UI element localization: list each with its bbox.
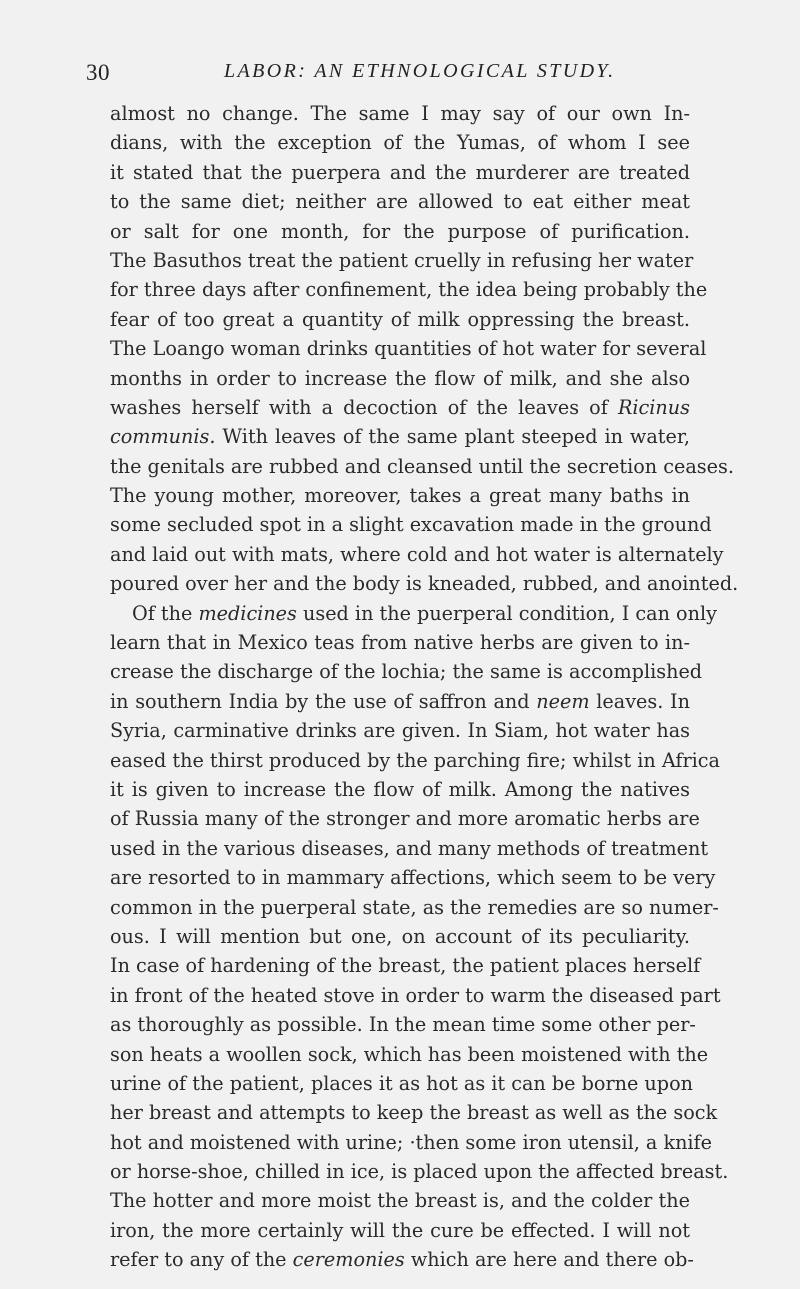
- text-segment: which are here and there ob-: [404, 1248, 694, 1272]
- text-segment: and laid out with mats, where cold and hot water is alternately: [110, 542, 724, 566]
- italic-term: communis.: [110, 425, 216, 449]
- text-line: [110, 275, 708, 304]
- text-line: [110, 481, 690, 510]
- italic-term: ceremonies: [292, 1248, 405, 1272]
- page-number: 30: [86, 60, 110, 85]
- text-line: [110, 628, 690, 657]
- text-segment: The Basuthos treat the patient cruelly in refusing her water: [110, 248, 694, 272]
- text-line: [110, 1157, 729, 1186]
- italic-term: Ricinus: [617, 395, 690, 419]
- text-segment: her breast and attempts to keep the breast as well as the sock: [110, 1101, 718, 1125]
- text-line: [110, 863, 716, 892]
- text-line: [110, 981, 721, 1010]
- text-segment: The young mother, moreover, takes a great many baths in: [110, 484, 690, 508]
- text-line: [110, 1040, 709, 1069]
- text-line: [110, 1098, 718, 1127]
- text-segment: learn that in Mexico teas from native herbs are given to in-: [110, 631, 690, 655]
- text-segment: In case of hardening of the breast, the patient places herself: [110, 954, 701, 978]
- text-line: [110, 422, 690, 451]
- text-line: [110, 716, 690, 745]
- text-segment: poured over her and the body is kneaded, rubbed, and anointed.: [110, 572, 739, 596]
- text-line: [110, 1069, 693, 1098]
- text-segment: the genitals are rubbed and cleansed until the secretion ceases.: [110, 454, 734, 478]
- italic-term: medicines: [198, 601, 297, 625]
- text-line: [110, 834, 709, 863]
- text-segment: With leaves of the same plant steeped in water,: [215, 425, 690, 449]
- text-line: [110, 187, 690, 216]
- italic-term: neem: [536, 689, 590, 713]
- page-header: [86, 60, 710, 90]
- text-line: [110, 128, 690, 157]
- text-line: [110, 510, 712, 539]
- text-line: [110, 687, 690, 716]
- text-segment: refer to any of the: [110, 1248, 293, 1272]
- body-text: [110, 99, 739, 1275]
- text-line: [110, 99, 690, 128]
- text-line: [110, 1128, 713, 1157]
- text-line: [110, 599, 717, 628]
- text-line: [110, 334, 707, 363]
- text-segment: to the same diet; neither are allowed to eat either meat: [110, 190, 690, 214]
- text-line: [110, 1216, 690, 1245]
- text-segment: Of the: [132, 601, 199, 625]
- text-segment: fear of too great a quantity of milk oppressing the breast.: [110, 307, 690, 331]
- text-line: [110, 775, 690, 804]
- text-segment: son heats a woollen sock, which has been moistened with the: [110, 1042, 709, 1066]
- text-segment: dians, with the exception of the Yumas, of whom I see: [110, 131, 690, 155]
- text-segment: it is given to increase the flow of milk. Among the natives: [110, 777, 690, 801]
- text-line: [110, 1010, 696, 1039]
- text-segment: eased the thirst produced by the parching fire; whilst in Africa: [110, 748, 720, 772]
- text-segment: used in the various diseases, and many methods of treatment: [110, 836, 709, 860]
- text-segment: common in the puerperal state, as the remedies are so numer-: [110, 895, 719, 919]
- text-line: [110, 922, 690, 951]
- text-segment: of Russia many of the stronger and more aromatic herbs are: [110, 807, 700, 831]
- text-segment: or horse-shoe, chilled in ice, is placed upon the affected breast.: [110, 1160, 729, 1184]
- text-segment: washes herself with a decoction of the leaves of: [110, 395, 618, 419]
- text-segment: hot and moistened with urine; ·then some iron utensil, a knife: [110, 1130, 713, 1154]
- text-line: [110, 569, 739, 598]
- text-segment: used in the puerperal condition, I can only: [296, 601, 717, 625]
- text-line: [110, 540, 724, 569]
- text-segment: months in order to increase the flow of milk, and she also: [110, 366, 690, 390]
- text-line: [110, 393, 690, 422]
- text-line: [110, 364, 690, 393]
- text-line: [110, 217, 690, 246]
- text-segment: The hotter and more moist the breast is, and the colder the: [110, 1189, 690, 1213]
- text-line: [110, 1245, 694, 1274]
- text-segment: for three days after confinement, the idea being probably the: [110, 278, 708, 302]
- text-segment: The Loango woman drinks quantities of hot water for several: [110, 337, 707, 361]
- text-segment: ous. I will mention but one, on account of its peculiarity.: [110, 924, 690, 948]
- running-head: LABOR: AN ETHNOLOGICAL STUDY.: [224, 60, 616, 82]
- text-segment: are resorted to in mammary affections, which seem to be very: [110, 866, 716, 890]
- text-line: [110, 804, 700, 833]
- text-line: [110, 452, 734, 481]
- text-segment: urine of the patient, places it as hot as it can be borne upon: [110, 1071, 693, 1095]
- text-line: [110, 893, 719, 922]
- text-line: [110, 305, 690, 334]
- text-segment: it stated that the puerpera and the murderer are treated: [110, 160, 690, 184]
- text-segment: crease the discharge of the lochia; the same is accomplished: [110, 660, 703, 684]
- text-line: [110, 746, 720, 775]
- text-line: [110, 1186, 690, 1215]
- text-segment: iron, the more certainly will the cure be effected. I will not: [110, 1218, 690, 1242]
- text-segment: leaves. In: [589, 689, 690, 713]
- text-line: [110, 657, 703, 686]
- text-line: [110, 951, 701, 980]
- text-segment: in front of the heated stove in order to warm the diseased part: [110, 983, 721, 1007]
- text-line: [110, 158, 690, 187]
- text-segment: Syria, carminative drinks are given. In Siam, hot water has: [110, 719, 690, 743]
- text-segment: or salt for one month, for the purpose of purification.: [110, 219, 690, 243]
- text-segment: as thoroughly as possible. In the mean time some other per-: [110, 1013, 696, 1037]
- text-segment: almost no change. The same I may say of our own In-: [110, 102, 690, 125]
- text-segment: in southern India by the use of saffron and: [110, 689, 537, 713]
- text-line: [110, 246, 694, 275]
- text-segment: some secluded spot in a slight excavation made in the ground: [110, 513, 712, 537]
